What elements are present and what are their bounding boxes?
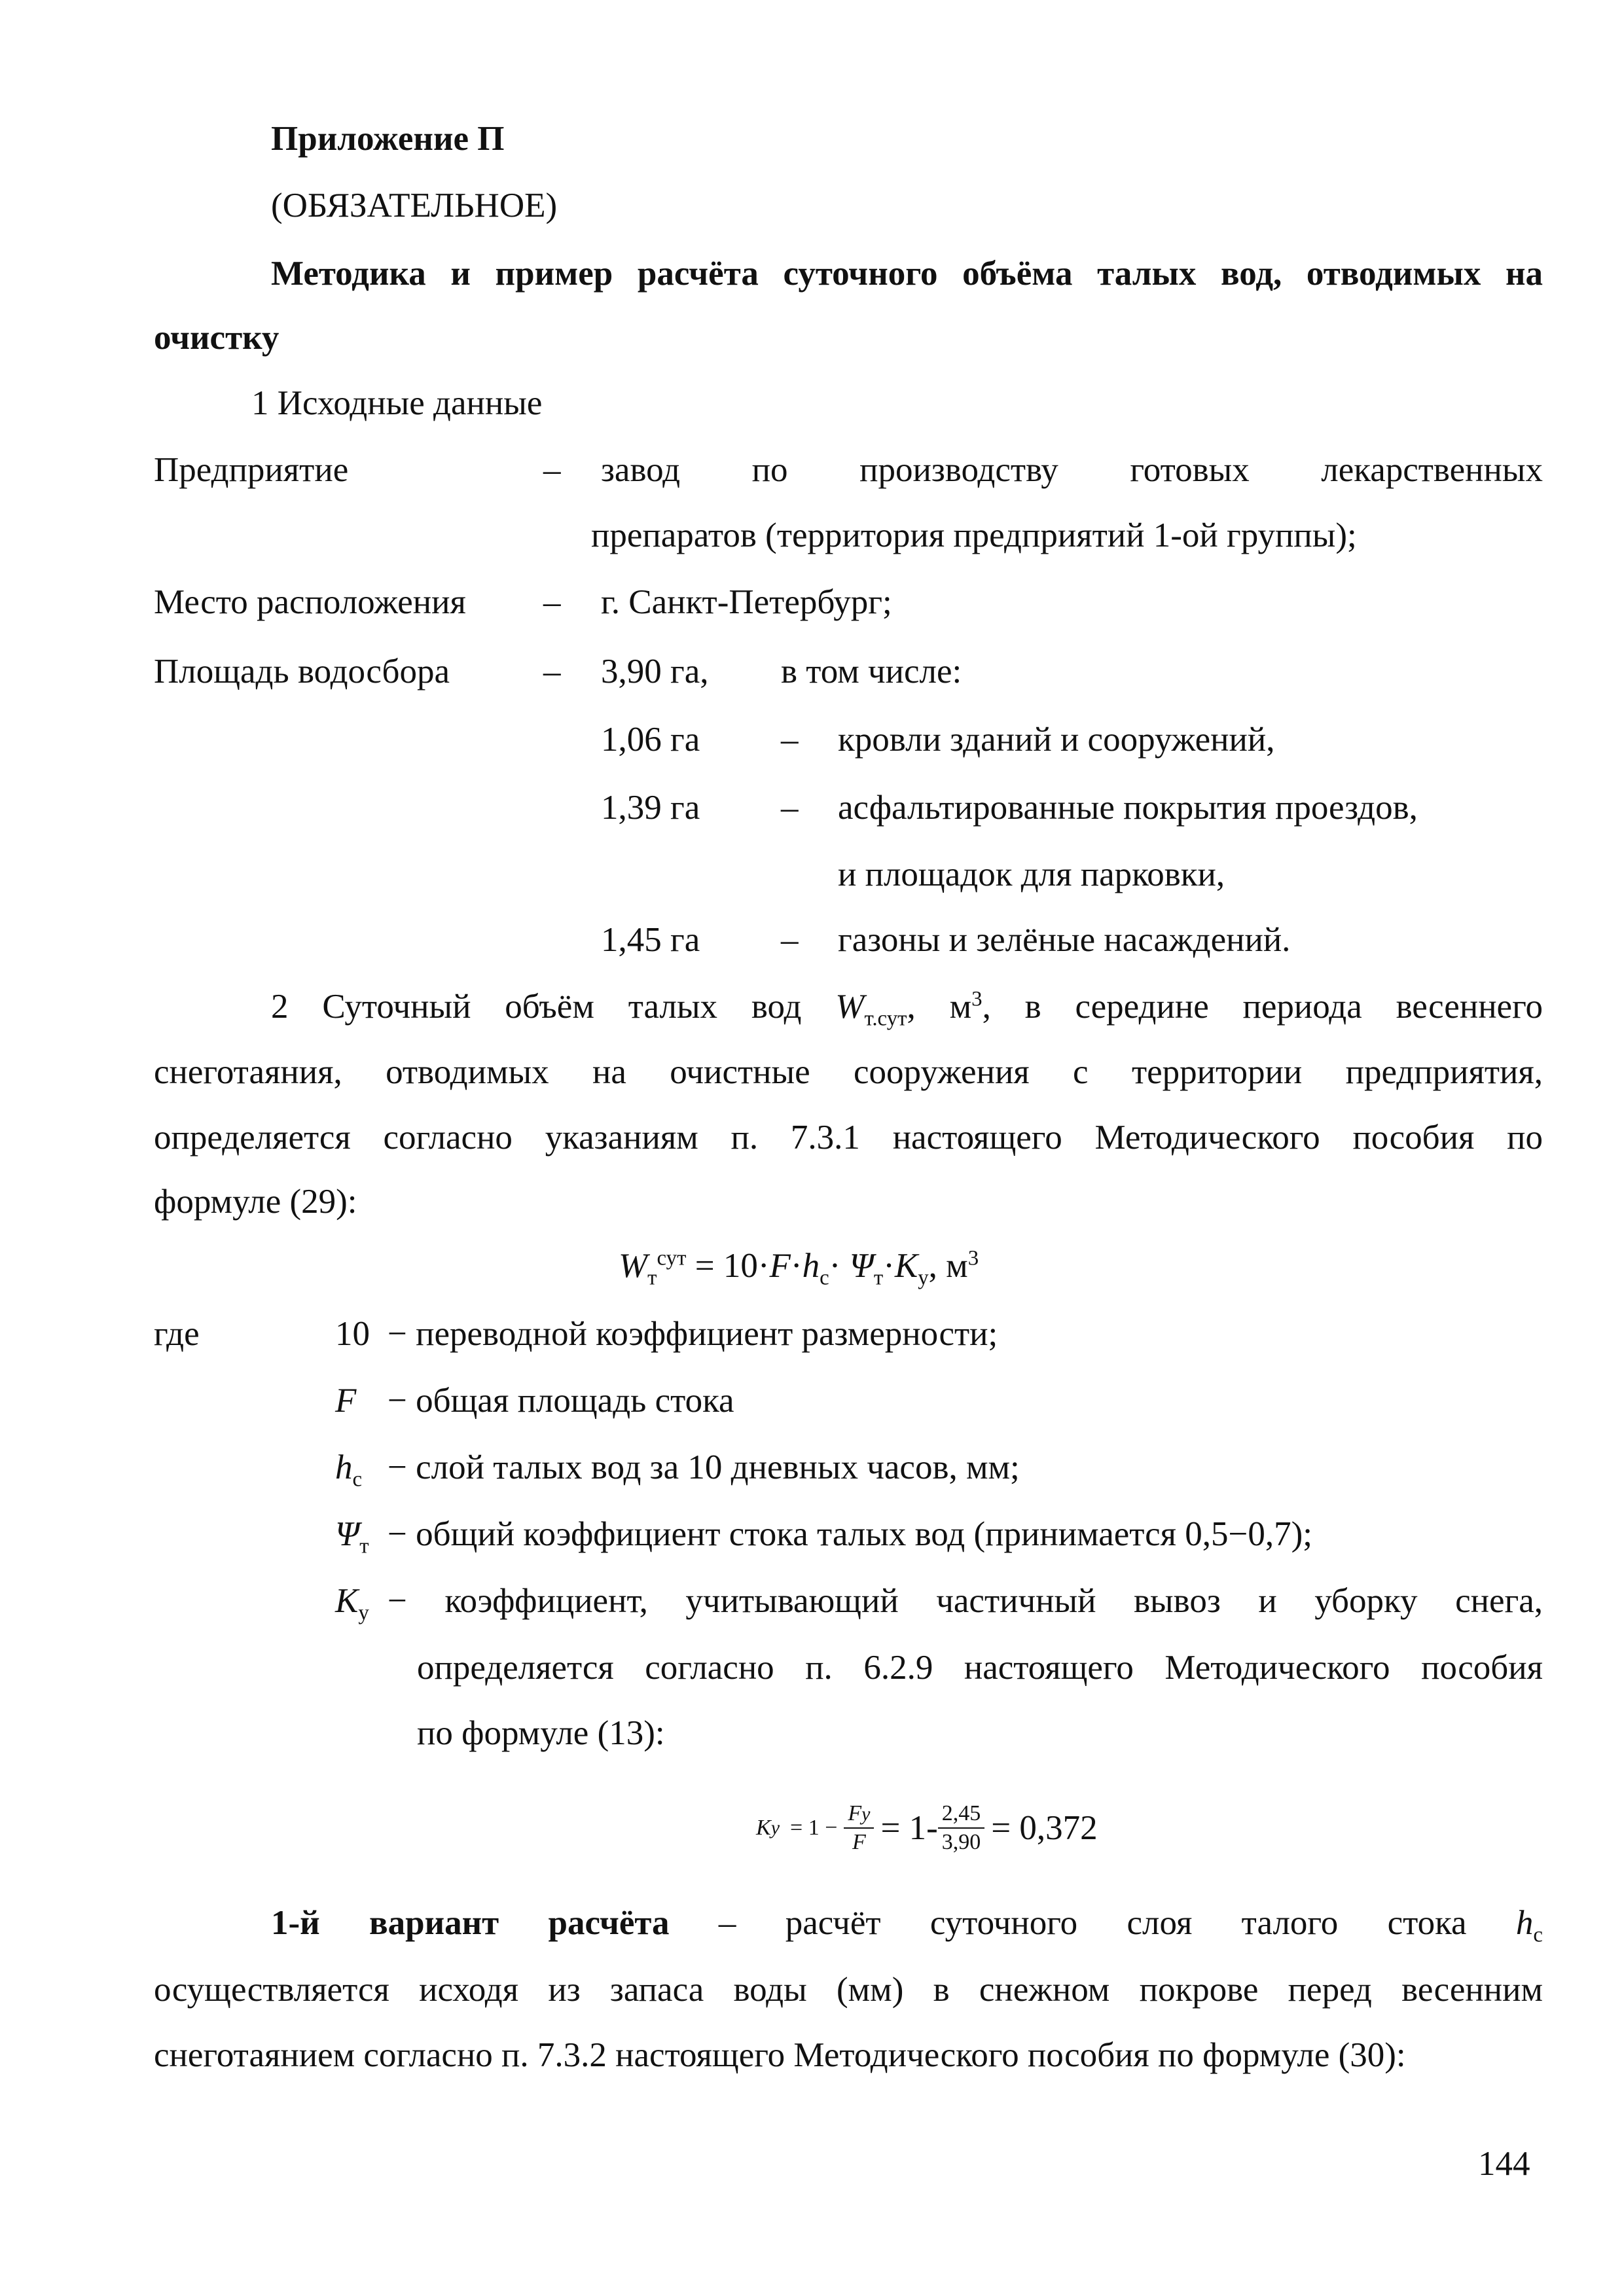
area-label: Площадь водосбора — [154, 653, 450, 691]
def-text-f: − общая площадь стока — [388, 1382, 734, 1420]
appendix-status: (ОБЯЗАТЕЛЬНОЕ) — [271, 187, 558, 224]
area-lawns-value: 1,45 га — [601, 921, 700, 959]
def-symbol-h: $h_с$ — [335, 1448, 363, 1492]
area-asphalt-desc-cont: и площадок для парковки, — [838, 855, 1225, 893]
area-asphalt-dash: – — [781, 789, 799, 827]
area-dash: – — [543, 653, 561, 691]
def-text-10: − переводной коэффициент размерности; — [388, 1315, 998, 1353]
def-symbol-10: 10 — [335, 1315, 370, 1353]
section-2-line-1: 2 Суточный объём талых вод $W_{т.сут}$, $м^3$, в середине периода весеннего — [271, 987, 1543, 1031]
section-2-line-3: определяется согласно указаниям п. 7.3.1 настоящего Методического пособия по — [154, 1119, 1543, 1157]
def-symbol-k: $K_у$ — [335, 1582, 369, 1625]
def-text-h: − слой талых вод за 10 дневных часов, мм; — [388, 1448, 1020, 1486]
def-text-k-cont-1: определяется согласно п. 6.2.9 настоящего Методического пособия — [417, 1649, 1543, 1687]
def-text-psi: − общий коэффициент стока талых вод (принимается 0,5−0,7); — [388, 1515, 1313, 1553]
enterprise-dash: – — [543, 451, 561, 489]
area-lawns-desc: газоны и зелёные насаждений. — [838, 921, 1291, 959]
area-asphalt-desc: асфальтированные покрытия проездов, — [838, 789, 1418, 827]
area-including: в том числе: — [781, 653, 962, 691]
location-value: г. Санкт-Петербург; — [601, 583, 892, 621]
area-roofs-desc: кровли зданий и сооружений, — [838, 721, 1275, 759]
document-title-line-1: Методика и пример расчёта суточного объёма талых вод, отводимых на — [271, 255, 1543, 293]
appendix-title: Приложение П — [271, 120, 505, 158]
enterprise-label: Предприятие — [154, 451, 349, 489]
where-label: где — [154, 1315, 200, 1353]
formula-13: K y = 1 − $\frac{Fy}{F}$ = 1- $\frac{2,45}{3,90}$ = 0,372 — [756, 1801, 1098, 1854]
area-roofs-dash: – — [781, 721, 799, 759]
area-roofs-value: 1,06 га — [601, 721, 700, 759]
variant-1-line-2: осуществляется исходя из запаса воды (мм) в снежном покрове перед весенним — [154, 1971, 1543, 2009]
variant-1-line-3: снеготаянием согласно п. 7.3.2 настоящего Методического пособия по формуле (30): — [154, 2036, 1406, 2074]
fraction-fy-f: $\frac{Fy}{F}$ — [844, 1803, 874, 1854]
section-2-line-2: снеготаяния, отводимых на очистные сооружения с территории предприятия, — [154, 1053, 1543, 1091]
location-label: Место расположения — [154, 583, 466, 621]
document-title-line-2: очистку — [154, 319, 280, 357]
formula-29: $W_т^{сут} = 10\cdot F\cdot h_с\cdot \Psi_т\cdot K_у$, $м^3$ — [619, 1246, 979, 1290]
def-text-k-cont-2: по формуле (13): — [417, 1714, 665, 1752]
variant-1-line-1: 1-й вариант расчёта – расчёт суточного слоя талого стока $h_с$ — [271, 1904, 1543, 1947]
fraction-245-390: $\frac{2,45}{3,90}$ — [938, 1803, 985, 1854]
page-number: 144 — [1478, 2145, 1530, 2183]
area-total: 3,90 га, — [601, 653, 709, 691]
def-symbol-psi: $\Psi_т$ — [335, 1515, 369, 1558]
enterprise-value-line-1: завод по производству готовых лекарственных — [601, 451, 1543, 489]
section-2-line-4: формуле (29): — [154, 1183, 357, 1221]
section-1-title: 1 Исходные данные — [251, 384, 543, 422]
def-symbol-f: F — [335, 1382, 357, 1420]
location-dash: – — [543, 583, 561, 621]
area-asphalt-value: 1,39 га — [601, 789, 700, 827]
enterprise-value-line-2: препаратов (территория предприятий 1-ой группы); — [591, 516, 1357, 554]
area-lawns-dash: – — [781, 921, 799, 959]
def-text-k: − коэффициент, учитывающий частичный вывоз и уборку снега, — [388, 1582, 1543, 1620]
